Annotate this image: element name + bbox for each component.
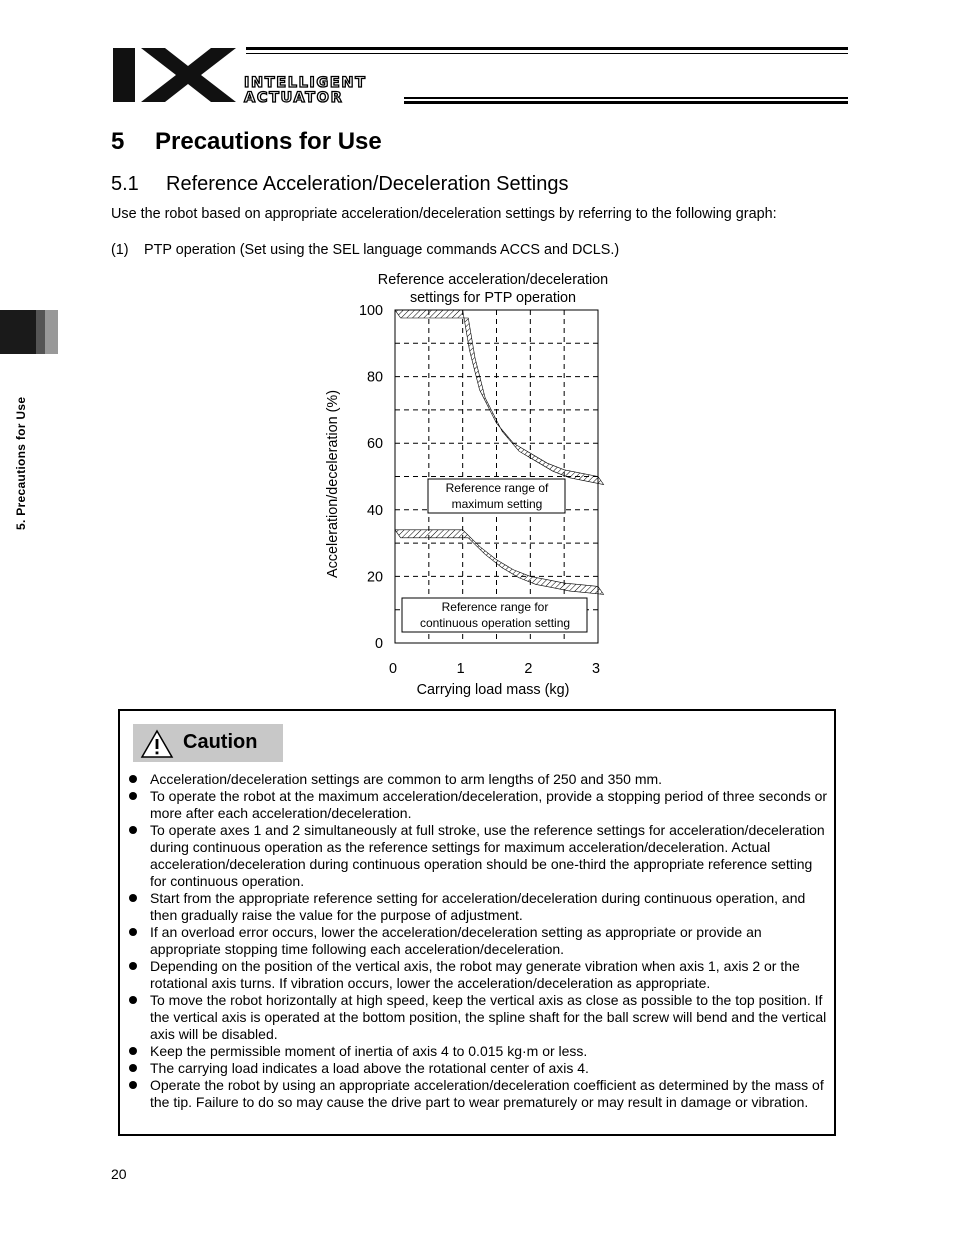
series-band-continuous [395, 530, 604, 595]
caution-bullet: If an overload error occurs, lower the acceleration/deceleration setting as appropriate or provide an appropriate stopping time following each acceleration/deceleration. [128, 924, 828, 958]
subsection-number: 5.1 [111, 173, 139, 195]
side-tab-label: 5. Precautions for Use [14, 396, 28, 530]
subsection-title: Reference Acceleration/Deceleration Settings [166, 173, 569, 195]
list-item-ptp [111, 242, 619, 258]
ix-logo [113, 48, 236, 102]
y-axis-ticks [359, 303, 383, 652]
annotation-continuous-line2: continuous operation setting [419, 616, 571, 630]
header-rule-bottom [404, 97, 848, 99]
annotation-maximum [428, 479, 565, 513]
side-tab-block-mid [36, 310, 45, 354]
caution-bullet: Depending on the position of the vertical axis, the robot may generate vibration when axis 1, axis 2 or the rotational axis turns. If vibration occurs, lower the acceleration/deceleration as appropriate. [128, 958, 828, 992]
x-tick-label: 1 [456, 661, 465, 677]
annotation-continuous-line1: Reference range for [441, 600, 549, 614]
caution-bullet: To move the robot horizontally at high speed, keep the vertical axis as close as possible to the top position. If the vertical axis is operated at the bottom position, the spline shaft for the ball screw will bend and the vertical axis will be disabled. [128, 992, 828, 1043]
chart-title-line1: Reference acceleration/deceleration [377, 272, 609, 288]
caution-bullet: Keep the permissible moment of inertia of axis 4 to 0.015 kg·m or less. [128, 1043, 828, 1060]
section-number: 5 [111, 128, 125, 155]
logo-line1: INTELLIGENT [244, 75, 367, 91]
y-tick-label: 100 [358, 303, 383, 319]
annotation-maximum-line2: maximum setting [451, 497, 543, 511]
x-axis-label: Carrying load mass (kg) [416, 682, 570, 698]
intro-text: Use the robot based on appropriate acceleration/deceleration settings by referring to the following graph: [111, 206, 777, 222]
x-tick-label: 0 [388, 661, 398, 677]
chart-series [395, 310, 604, 594]
caution-bullet: The carrying load indicates a load above the rotational center of axis 4. [128, 1060, 828, 1077]
x-axis-ticks [389, 661, 600, 677]
logo-wordmark [244, 76, 367, 106]
side-tab-block-light [45, 310, 58, 354]
side-tab-block [0, 310, 36, 354]
caution-title: Caution [183, 731, 258, 753]
caution-bullet: Operate the robot by using an appropriate acceleration/deceleration coefficient as determined by the mass of the tip. Failure to do so may cause the drive part to wear prematurely or may result in damage or vibration. [128, 1077, 828, 1111]
caution-bullet: To operate axes 1 and 2 simultaneously at full stroke, use the reference settings for acceleration/deceleration during continuous operation as the reference settings for maximum acceleration/deceleration. Actual acceleration/deceleration during continuous operation should be one-third the appropriate reference setting for continuous operation. [128, 822, 828, 890]
chart-title-line2: settings for PTP operation [409, 290, 577, 306]
caution-bullet-list [128, 771, 828, 1111]
y-tick-label: 80 [366, 369, 383, 386]
subsection-heading [111, 173, 568, 196]
section-title: Precautions for Use [155, 128, 382, 155]
y-axis-label: Acceleration/deceleration (%) [325, 390, 341, 578]
y-tick-label: 40 [366, 502, 383, 519]
annotation-continuous [402, 598, 587, 632]
y-tick-label: 60 [366, 436, 383, 453]
ptp-acceleration-chart [300, 266, 640, 706]
caution-bullet: Start from the appropriate reference setting for acceleration/deceleration during continuous operation, and then gradually raise the value for the purpose of adjustment. [128, 890, 828, 924]
x-tick-label: 3 [591, 661, 601, 677]
caution-bullet: To operate the robot at the maximum acceleration/deceleration, provide a stopping period of three seconds or more after each acceleration/deceleration. [128, 788, 828, 822]
annotation-maximum-line1: Reference range of [445, 481, 549, 495]
list-item-text: PTP operation (Set using the SEL language commands ACCS and DCLS.) [144, 242, 620, 258]
x-tick-label: 2 [524, 661, 533, 677]
series-band-maximum [395, 310, 604, 485]
caution-bullet: Acceleration/deceleration settings are common to arm lengths of 250 and 350 mm. [128, 771, 828, 788]
y-tick-label: 20 [366, 569, 383, 586]
header-rule-top [246, 47, 848, 50]
header-rule-top-thin [246, 53, 848, 54]
section-heading [111, 128, 382, 156]
logo-line2: ACTUATOR [244, 90, 344, 106]
header-rule-bottom-thick [404, 101, 848, 104]
y-tick-label: 0 [374, 636, 383, 652]
list-item-number: (1) [111, 242, 129, 258]
page-number: 20 [111, 1166, 127, 1182]
warning-triangle-icon [140, 729, 174, 759]
